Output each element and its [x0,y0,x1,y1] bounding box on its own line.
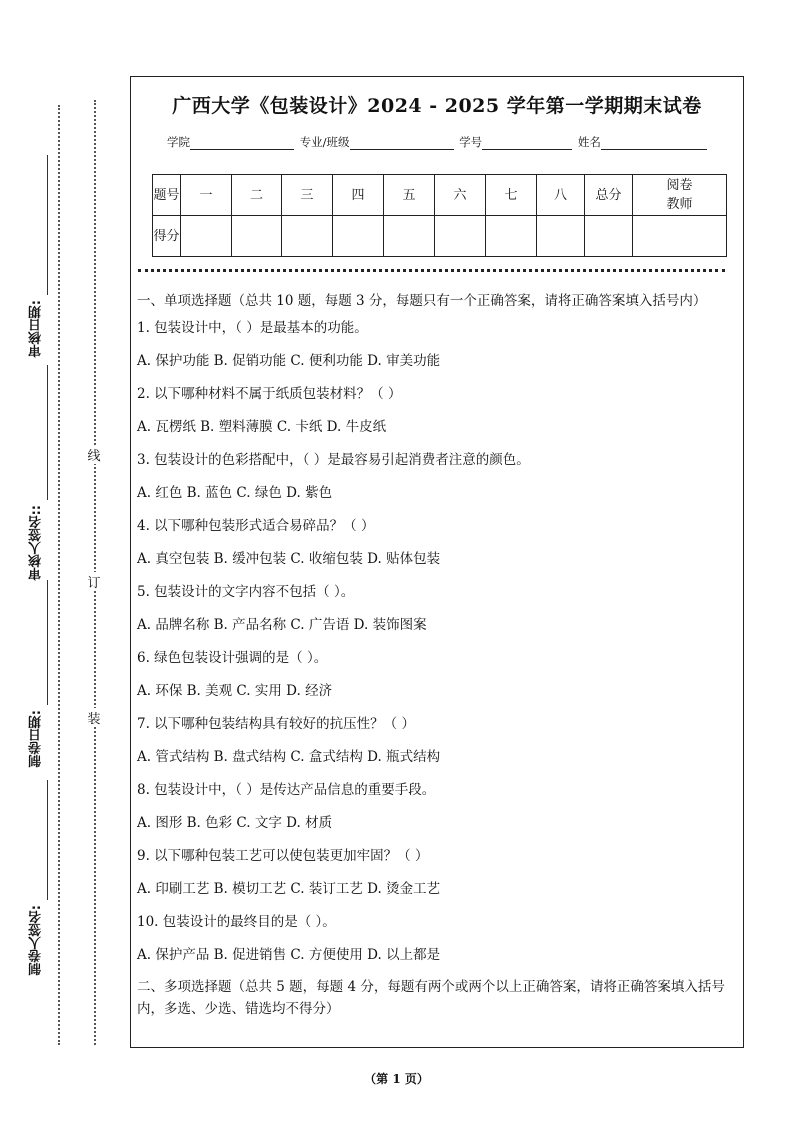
binding-char-line: 线 [86,445,102,464]
col-8: 八 [537,175,585,216]
review-date-line[interactable] [47,155,48,295]
score-cell-4[interactable] [333,216,384,257]
col-3: 三 [282,175,333,216]
name-label: 姓名 [577,135,601,149]
score-cell-3[interactable] [282,216,333,257]
maker-sign-label: 制卷人签名: [29,905,44,976]
question-7: 7. 以下哪种包装结构具有较好的抗压性？（ ） [137,716,415,732]
make-date-label: 制卷日期: [29,710,44,768]
page-number: （第 1 页） [364,1072,429,1086]
section2-heading: 二、多项选择题（总共 5 题，每题 4 分，每题有两个或两个以上正确答案，请将正确答案填入括号内，多选、少选、错选均不得分） [137,979,725,1017]
score-cell-1[interactable] [181,216,232,257]
question-6: 6. 绿色包装设计强调的是（ ）。 [137,650,328,666]
question-7-options: A. 管式结构 B. 盘式结构 C. 盒式结构 D. 瓶式结构 [137,749,441,765]
exam-frame [130,76,744,1048]
row-label-tihao: 题号 [153,175,181,216]
maker-sign-line[interactable] [47,780,48,900]
col-1: 一 [181,175,232,216]
col-total: 总分 [585,175,633,216]
question-9-options: A. 印刷工艺 B. 模切工艺 C. 装订工艺 D. 烫金工艺 [137,881,441,897]
binding-char-zhuang: 装 [86,708,102,727]
score-cell-grader[interactable] [633,216,727,257]
col-grader: 阅卷教师 [633,175,727,216]
dotted-separator [138,269,725,272]
question-8-options: A. 图形 B. 色彩 C. 文字 D. 材质 [137,815,333,831]
question-5: 5. 包装设计的文字内容不包括（ ）。 [137,584,355,600]
question-10-options: A. 保护产品 B. 促进销售 C. 方便使用 D. 以上都是 [137,947,441,963]
binding-char-ding: 订 [86,572,102,591]
score-value-row [153,216,727,257]
student-info-line [167,134,709,150]
college-field[interactable] [190,137,294,150]
student-id-field[interactable] [482,137,572,150]
student-id-label: 学号 [459,135,483,149]
score-cell-total[interactable] [585,216,633,257]
section1-heading: 一、单项选择题（总共 10 题，每题 3 分，每题只有一个正确答案，请将正确答案填入括号内） [137,293,707,309]
question-4-options: A. 真空包装 B. 缓冲包装 C. 收缩包装 D. 贴体包装 [137,551,441,567]
question-9: 9. 以下哪种包装工艺可以使包装更加牢固？（ ） [137,848,429,864]
review-date-label: 审核日期: [29,300,44,358]
make-date-line[interactable] [47,580,48,705]
question-3: 3. 包装设计的色彩搭配中，（ ）是最容易引起消费者注意的颜色。 [137,452,530,468]
col-5: 五 [384,175,435,216]
question-2-options: A. 瓦楞纸 B. 塑料薄膜 C. 卡纸 D. 牛皮纸 [137,419,387,435]
question-4: 4. 以下哪种包装形式适合易碎品？（ ） [137,518,375,534]
score-cell-2[interactable] [232,216,282,257]
col-6: 六 [435,175,486,216]
question-8: 8. 包装设计中，（ ）是传达产品信息的重要手段。 [137,782,436,798]
score-cell-6[interactable] [435,216,486,257]
col-4: 四 [333,175,384,216]
col-2: 二 [232,175,282,216]
question-2: 2. 以下哪种材料不属于纸质包装材料？（ ） [137,386,402,402]
question-10: 10. 包装设计的最终目的是（ ）。 [137,914,336,930]
score-header-row [153,175,727,216]
score-cell-5[interactable] [384,216,435,257]
exam-content [137,290,737,1020]
left-dotted-border [58,105,60,1045]
major-field[interactable] [350,137,454,150]
score-table [152,174,727,257]
college-label: 学院 [167,135,190,149]
major-label: 专业/班级 [299,135,350,149]
question-1: 1. 包装设计中，（ ）是最基本的功能。 [137,320,368,336]
question-5-options: A. 品牌名称 B. 产品名称 C. 广告语 D. 装饰图案 [137,617,427,633]
question-6-options: A. 环保 B. 美观 C. 实用 D. 经济 [137,683,333,699]
row-label-defen: 得分 [153,216,181,257]
question-list [137,312,737,972]
col-7: 七 [486,175,537,216]
reviewer-sign-line[interactable] [47,365,48,500]
exam-title: 广西大学《包装设计》2024 - 2025 学年第一学期期末试卷 [172,95,702,117]
question-1-options: A. 保护功能 B. 促销功能 C. 便利功能 D. 审美功能 [137,353,441,369]
score-cell-8[interactable] [537,216,585,257]
question-3-options: A. 红色 B. 蓝色 C. 绿色 D. 紫色 [137,485,333,501]
score-cell-7[interactable] [486,216,537,257]
reviewer-sign-label: 审核人签名:: [29,505,44,581]
name-field[interactable] [601,137,707,150]
